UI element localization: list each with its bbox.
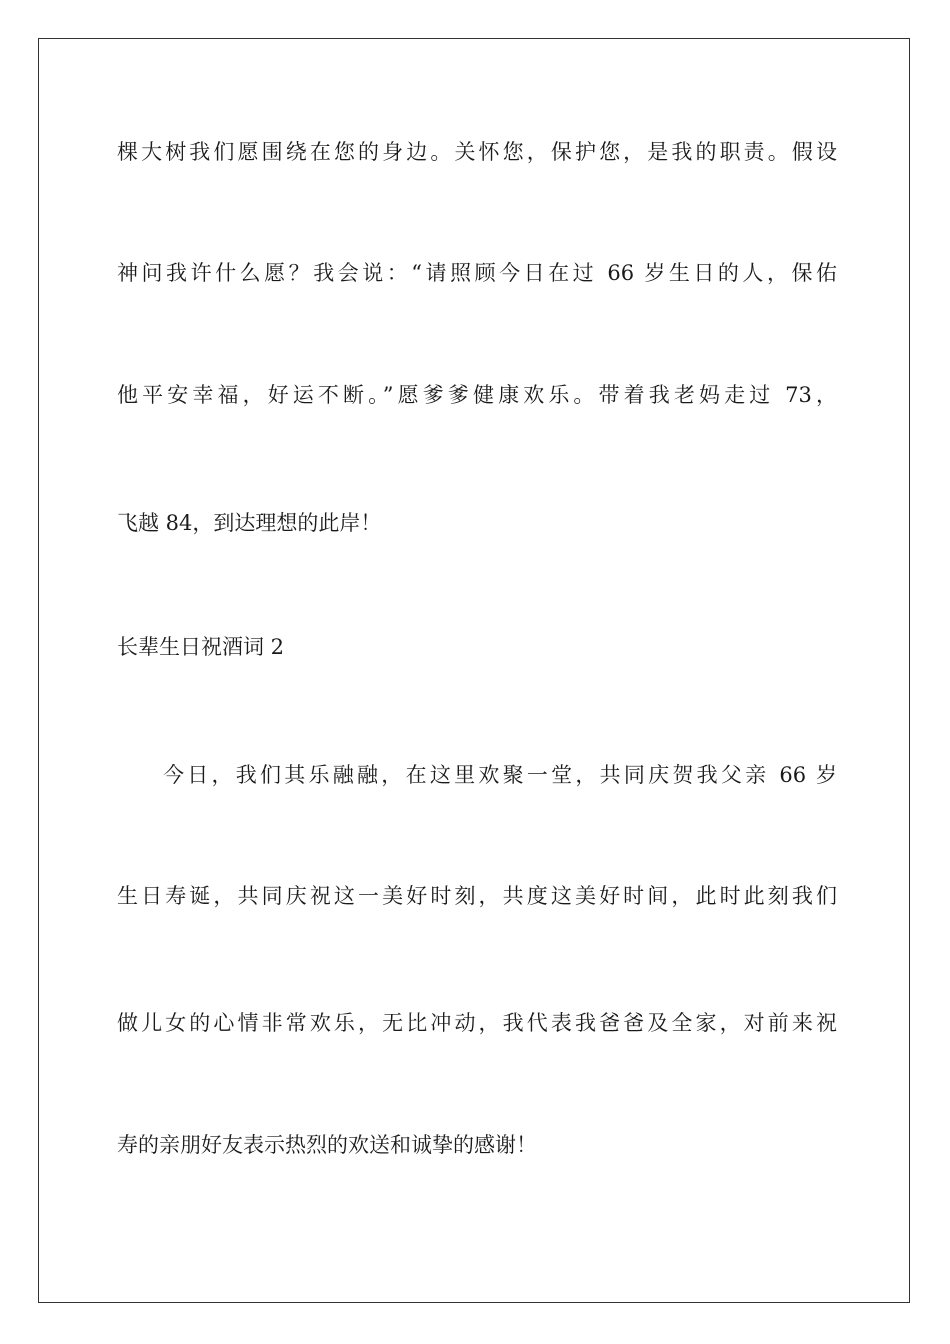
page-border bbox=[38, 38, 910, 1303]
paragraph2-line-2: 生日寿诞，共同庆祝这一美好时刻，共度这美好时间，此时此刻我们 bbox=[117, 884, 837, 908]
paragraph1-line-2: 神问我许什么愿？我会说：“请照顾今日在过 66 岁生日的人，保佑 bbox=[117, 261, 837, 285]
paragraph1-line-1: 棵大树我们愿围绕在您的身边。关怀您，保护您，是我的职责。假设 bbox=[117, 140, 837, 164]
paragraph1-line-3: 他平安幸福，好运不断。”愿爹爹健康欢乐。带着我老妈走过 73， bbox=[117, 383, 837, 407]
paragraph2-line-1: 今日，我们其乐融融，在这里欢聚一堂，共同庆贺我父亲 66 岁 bbox=[163, 763, 837, 787]
paragraph2-line-4: 寿的亲朋好友表示热烈的欢送和诚挚的感谢！ bbox=[117, 1133, 537, 1157]
section-heading: 长辈生日祝酒词 2 bbox=[117, 635, 285, 659]
paragraph2-line-3: 做儿女的心情非常欢乐，无比冲动，我代表我爸爸及全家，对前来祝 bbox=[117, 1011, 837, 1035]
paragraph1-line-4: 飞越 84，到达理想的此岸！ bbox=[117, 511, 382, 535]
